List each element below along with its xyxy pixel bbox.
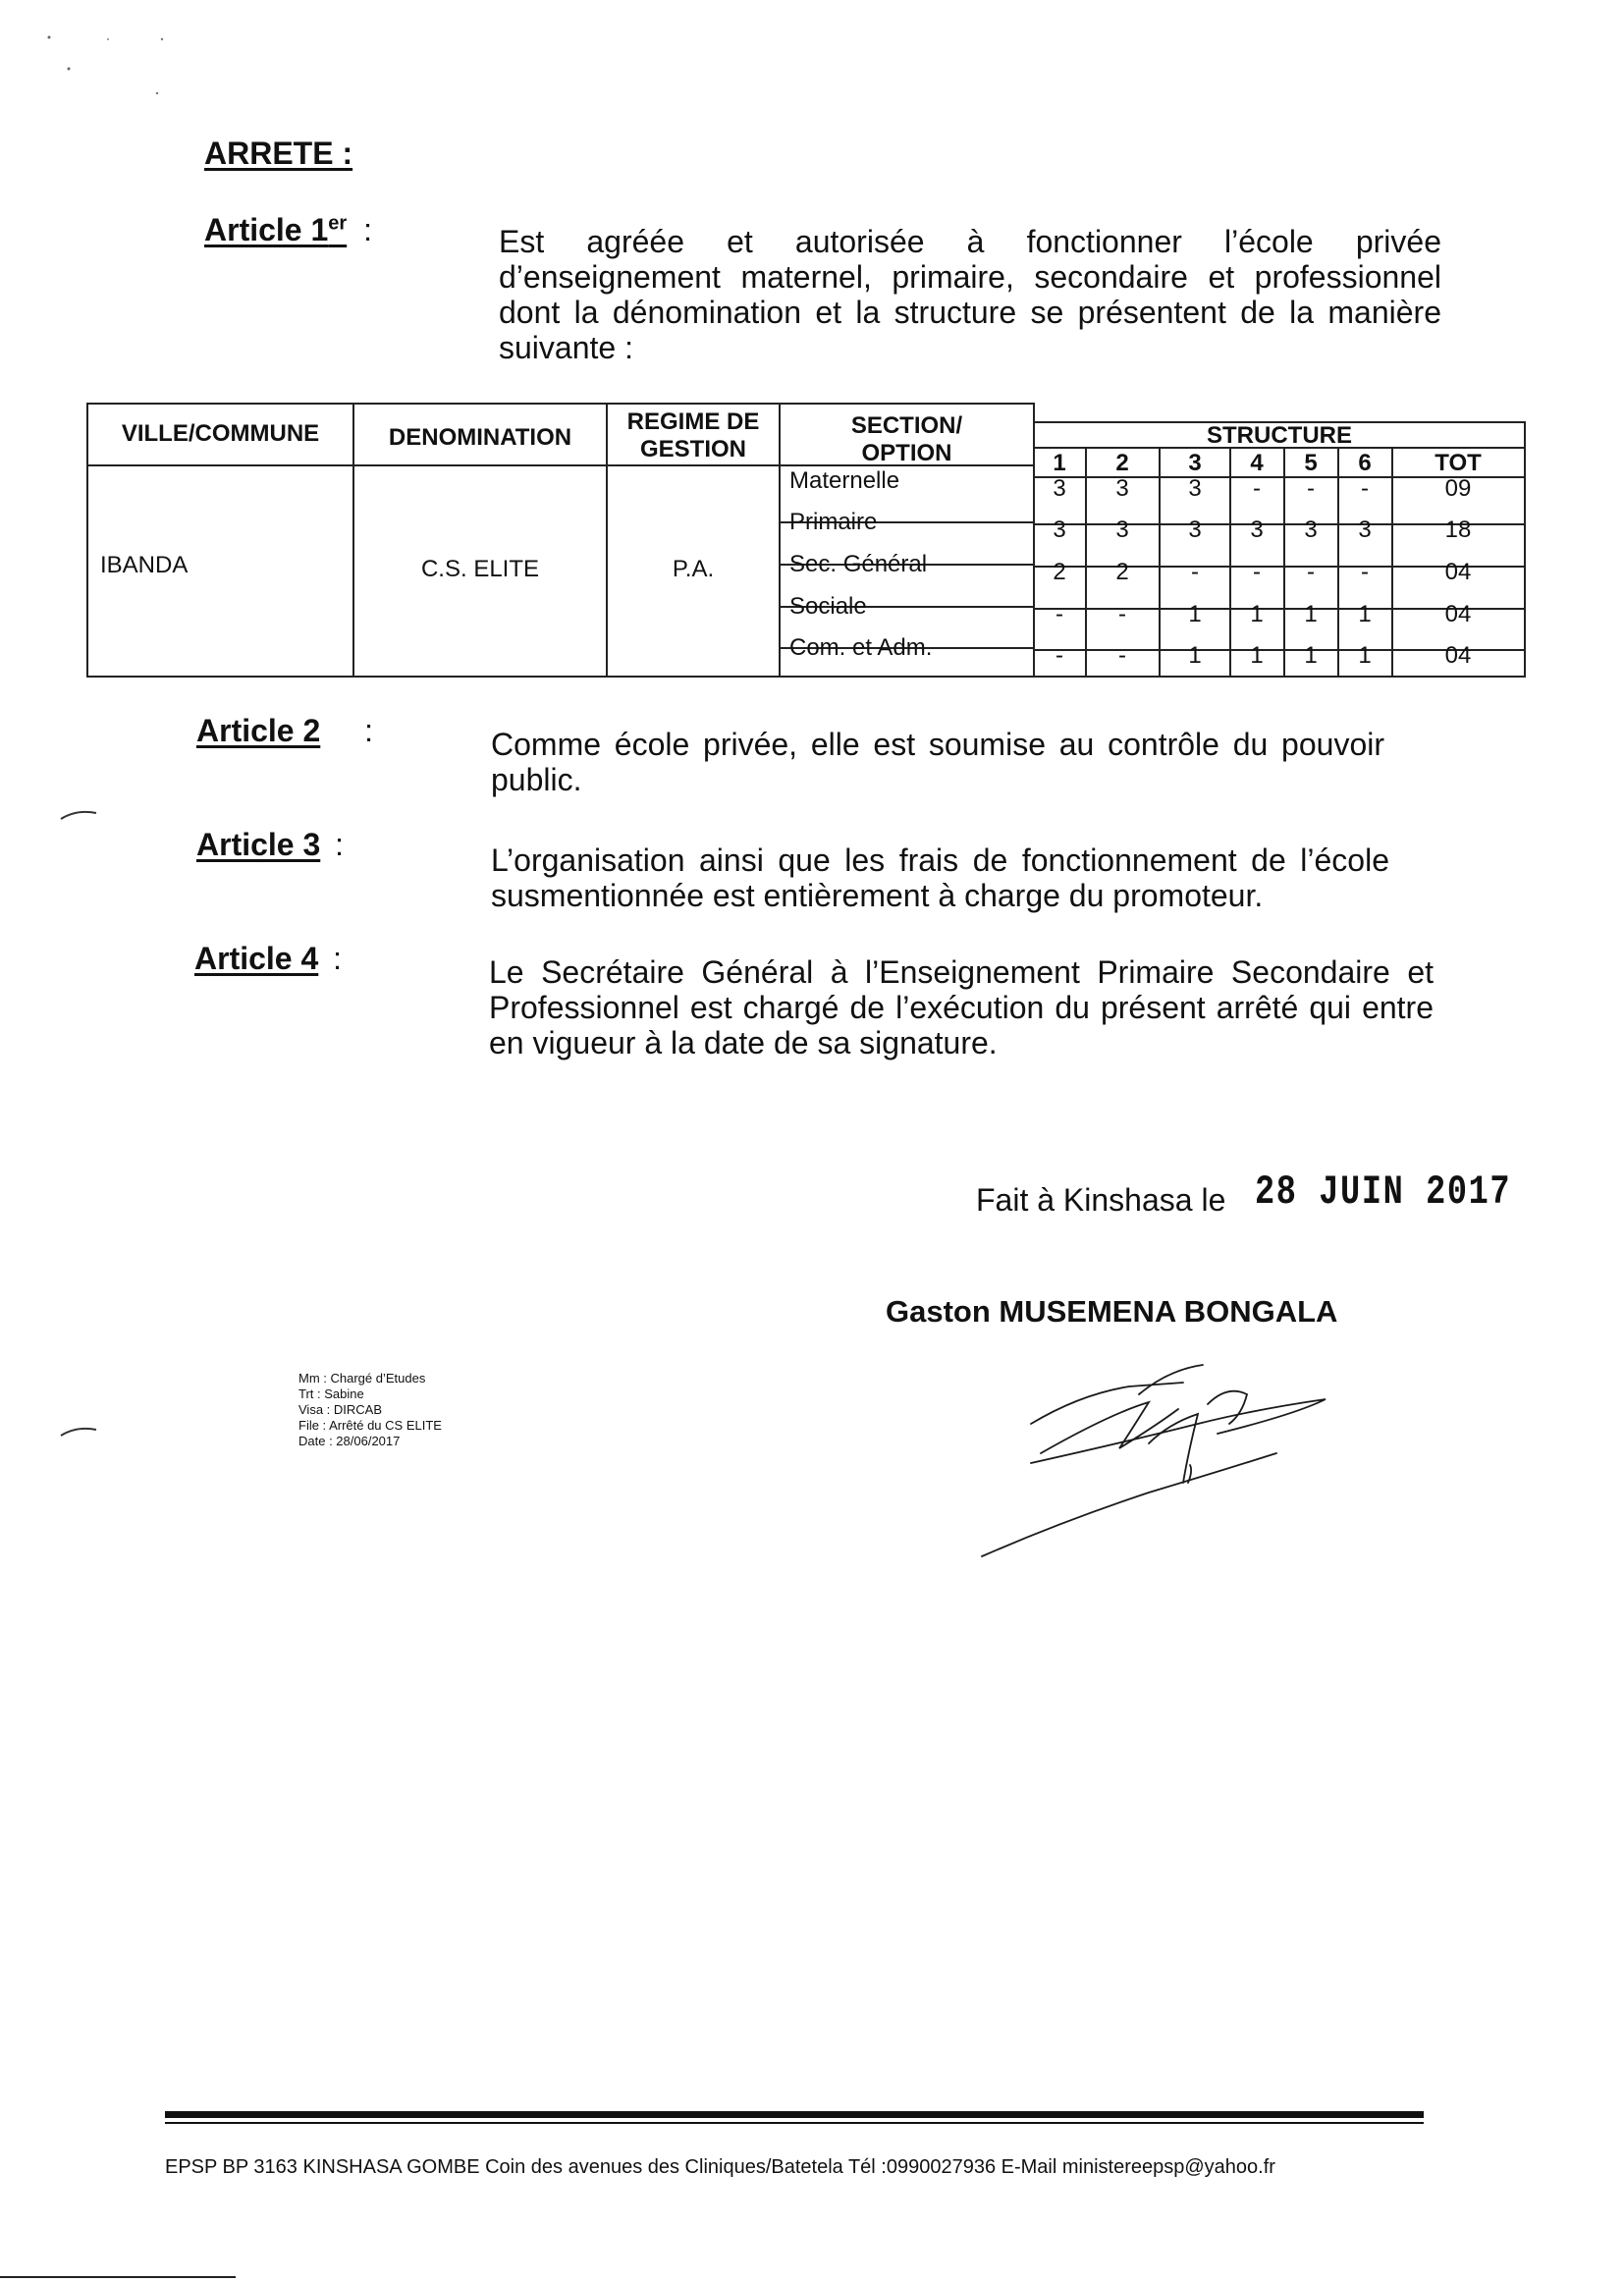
article-1-text: Est agréée et autorisée à fonctionner l’école privée d’enseignement maternel, primaire, secondaire et professionnel dont la dénomination et la structure se présentent de la manière suivante : — [499, 224, 1441, 365]
article-3-label: Article 3 : — [196, 827, 345, 862]
structure-col-header: 4 — [1250, 450, 1264, 476]
cell-section: Primaire — [789, 509, 878, 535]
memo-block: Mm : Chargé d’Etudes Trt : Sabine Visa : DIRCAB File : Arrêté du CS ELITE Date : 28/06/2017 — [298, 1371, 442, 1448]
cell-value: - — [1056, 601, 1063, 627]
cell-value: 1 — [1304, 601, 1318, 627]
structure-col-header: 6 — [1358, 450, 1372, 476]
structure-col-header: 1 — [1053, 450, 1066, 476]
cell-section: Sec. Général — [789, 551, 928, 577]
cell-value: - — [1056, 642, 1063, 669]
page-heading: ARRETE : — [204, 136, 353, 171]
header-ville: VILLE/COMMUNE — [121, 420, 320, 447]
cell-section: Com. et Adm. — [789, 634, 933, 661]
date-stamp: 28 JUIN 2017 — [1255, 1168, 1512, 1216]
article-4-title: Article 4 — [194, 941, 319, 976]
article-2-text: Comme école privée, elle est soumise au contrôle du pouvoir public. — [491, 727, 1384, 797]
footer-rule-thin — [165, 2122, 1424, 2124]
cell-value: 1 — [1358, 601, 1372, 627]
cell-value: 04 — [1444, 601, 1472, 627]
article-1-label: Article 1er : — [204, 212, 372, 247]
place-date-prefix: Fait à Kinshasa le — [976, 1182, 1226, 1218]
cell-value: 3 — [1053, 516, 1066, 543]
article-1-title: Article 1er — [204, 212, 348, 247]
cell-value: 1 — [1188, 601, 1202, 627]
cell-regime: P.A. — [672, 556, 715, 582]
cell-value: - — [1118, 642, 1126, 669]
cell-value: - — [1361, 475, 1369, 502]
article-2-label: Article 2 : — [196, 713, 374, 748]
structure-col-header: 5 — [1304, 450, 1318, 476]
cell-value: 3 — [1358, 516, 1372, 543]
cell-value: 1 — [1304, 642, 1318, 669]
article-4-text: Le Secrétaire Général à l’Enseignement Primaire Secondaire et Professionnel est chargé de l’exécution du présent arrêté qui entre en vigueur à la date de sa signature. — [489, 954, 1434, 1060]
cell-value: 3 — [1304, 516, 1318, 543]
structure-col-header: 2 — [1115, 450, 1129, 476]
school-structure-table — [86, 403, 1526, 678]
cell-value: 04 — [1444, 559, 1472, 585]
article-3-title: Article 3 — [196, 827, 321, 862]
cell-value: 2 — [1053, 559, 1066, 585]
cell-value: - — [1307, 475, 1315, 502]
cell-value: 1 — [1250, 642, 1264, 669]
cell-value: 1 — [1358, 642, 1372, 669]
cell-value: 3 — [1250, 516, 1264, 543]
header-structure: STRUCTURE — [1207, 422, 1352, 449]
cell-value: 3 — [1115, 475, 1129, 502]
header-section: SECTION/ OPTION — [850, 412, 963, 466]
cell-value: 3 — [1188, 516, 1202, 543]
cell-value: 3 — [1115, 516, 1129, 543]
cell-section: Maternelle — [789, 467, 900, 494]
cell-value: 04 — [1444, 642, 1472, 669]
cell-denomination: C.S. ELITE — [420, 556, 540, 582]
cell-value: - — [1253, 475, 1261, 502]
cell-value: - — [1191, 559, 1199, 585]
cell-ville: IBANDA — [100, 552, 189, 578]
header-regime: REGIME DE GESTION — [626, 408, 760, 462]
cell-value: 3 — [1053, 475, 1066, 502]
cell-value: 1 — [1188, 642, 1202, 669]
footer-rule-thick — [165, 2111, 1424, 2118]
cell-value: - — [1307, 559, 1315, 585]
cell-value: 09 — [1444, 475, 1472, 502]
article-3-text: L’organisation ainsi que les frais de fonctionnement de l’école susmentionnée est entièrement à charge du promoteur. — [491, 842, 1389, 913]
article-4-label: Article 4 : — [194, 941, 343, 976]
structure-col-header: 3 — [1188, 450, 1202, 476]
cell-value: - — [1361, 559, 1369, 585]
cell-value: - — [1253, 559, 1261, 585]
header-denomination: DENOMINATION — [388, 424, 572, 451]
cell-value: - — [1118, 601, 1126, 627]
footer-address: EPSP BP 3163 KINSHASA GOMBE Coin des avenues des Cliniques/Batetela Tél :0990027936 E-Mail ministereepsp@yahoo.fr — [165, 2156, 1275, 2178]
structure-col-header: TOT — [1435, 450, 1482, 476]
signature-drawing — [972, 1355, 1365, 1571]
page-edge-mark — [0, 2276, 236, 2278]
cell-value: 1 — [1250, 601, 1264, 627]
article-2-title: Article 2 — [196, 713, 321, 748]
cell-value: 2 — [1115, 559, 1129, 585]
signatory-name: Gaston MUSEMENA BONGALA — [886, 1294, 1338, 1329]
cell-section: Sociale — [789, 593, 867, 620]
cell-value: 3 — [1188, 475, 1202, 502]
cell-value: 18 — [1444, 516, 1472, 543]
